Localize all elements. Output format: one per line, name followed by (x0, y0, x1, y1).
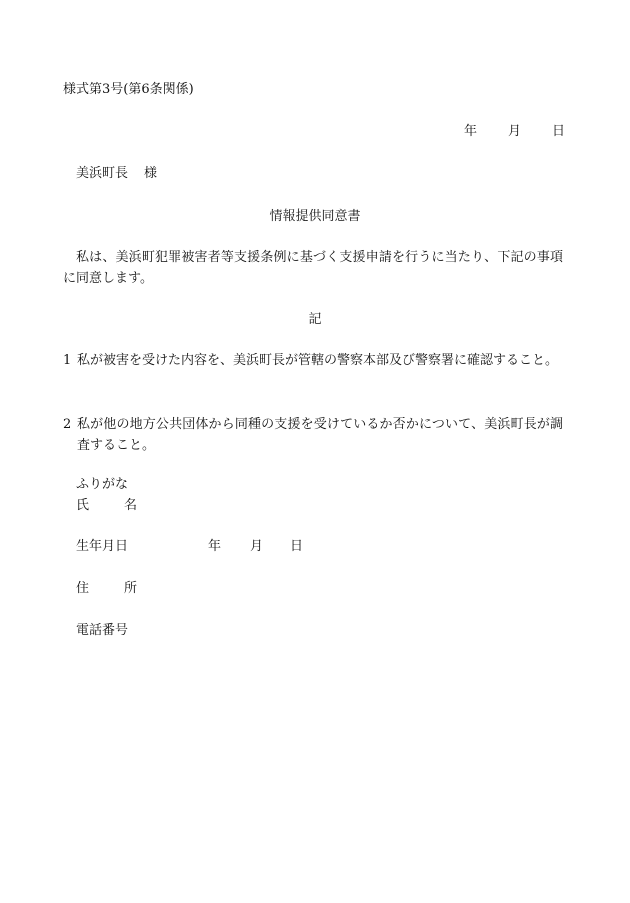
document-title: 情報提供同意書 (269, 209, 361, 224)
date-line (464, 122, 565, 142)
addressee (76, 164, 157, 184)
birthdate-year-label: 年 (208, 539, 222, 554)
item-text: 私が他の地方公共団体から同種の支援を受けているか否かについて、美浜町長が調査すること。 (77, 417, 563, 453)
furigana-label (76, 475, 128, 495)
item-number: 1 (63, 353, 72, 368)
birthdate-day-label: 日 (290, 539, 304, 554)
form-number: 様式第3号(第6条関係) (63, 82, 194, 97)
birthdate-month-label: 月 (250, 539, 264, 554)
name-label-char-1: 氏 (76, 498, 90, 513)
date-year-label: 年 (464, 124, 478, 139)
address-label-char-2: 所 (124, 581, 138, 596)
name-label-char-2: 名 (124, 498, 138, 513)
consent-item-2 (63, 414, 563, 456)
date-day-label: 日 (552, 124, 566, 139)
furigana-text: ふりがな (76, 477, 129, 492)
name-field (76, 496, 137, 516)
item-text: 私が被害を受けた内容を、美浜町長が管轄の警察本部及び警察署に確認すること。 (77, 353, 559, 368)
phone-label: 電話番号 (76, 623, 129, 638)
item-number: 2 (63, 417, 72, 432)
addressee-name: 美浜町長 (76, 166, 129, 181)
birthdate-field (76, 537, 303, 557)
ki-heading: 記 (308, 312, 322, 327)
consent-item-1 (63, 350, 563, 371)
address-label-char-1: 住 (76, 581, 90, 596)
address-field (76, 579, 137, 599)
consent-statement: 私は、美浜町犯罪被害者等支援条例に基づく支援申請を行うに当たり、下記の事項に同意します。 (63, 250, 563, 286)
addressee-honorific: 様 (144, 166, 158, 181)
birthdate-label: 生年月日 (76, 539, 129, 554)
date-month-label: 月 (508, 124, 522, 139)
phone-field (76, 621, 128, 641)
